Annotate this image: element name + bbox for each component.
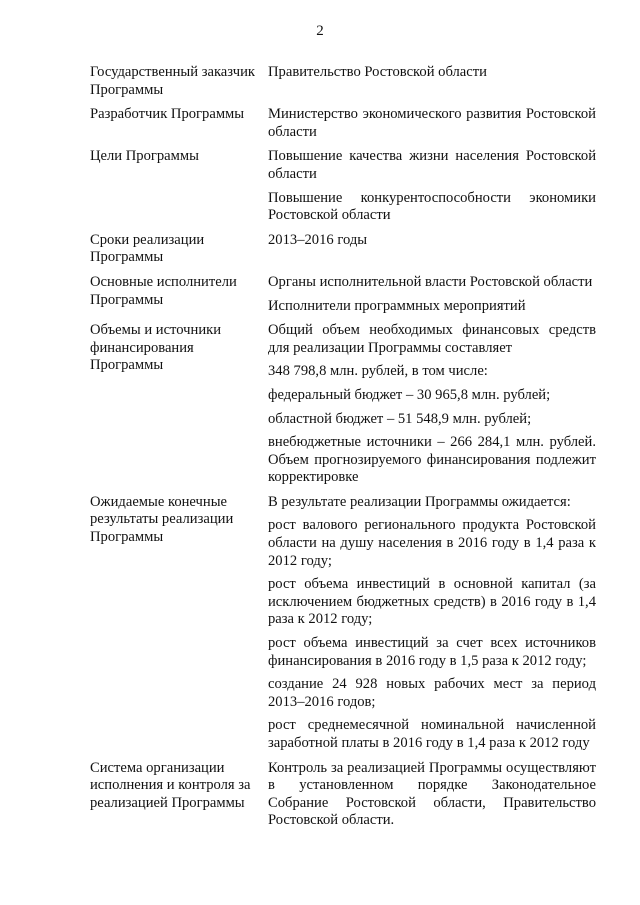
- passport-row-expected-results: [90, 494, 596, 753]
- row-paragraph: внебюджетные источники – 266 284,1 млн. рублей. Объем прогнозируемого финансирования подлежит корректировке: [268, 434, 596, 486]
- row-paragraph: создание 24 928 новых рабочих мест за период 2013–2016 годов;: [268, 676, 596, 710]
- row-paragraph: Повышение конкурентоспособности экономики Ростовской области: [268, 189, 596, 224]
- row-content: [268, 64, 596, 99]
- passport-row-goals: [90, 148, 596, 224]
- page-number: 2: [316, 23, 324, 39]
- row-paragraph: федеральный бюджет – 30 965,8 млн. рублей;: [268, 386, 551, 403]
- row-paragraph: областной бюджет – 51 548,9 млн. рублей;: [268, 410, 532, 427]
- row-paragraph: рост среднемесячной номинальной начисленной заработной платы в 2016 году в 1,4 раза к 2012 году: [268, 717, 596, 751]
- row-label: Объемы и источники финансирования Программы: [90, 322, 222, 374]
- row-content: [268, 274, 596, 315]
- row-paragraph: Повышение качества жизни населения Ростовской области: [268, 148, 596, 182]
- row-paragraph: рост валового регионального продукта Ростовской области на душу населения в 2016 году в 1,4 раза к 2012 году;: [268, 517, 596, 569]
- row-paragraph: 348 798,8 млн. рублей, в том числе:: [268, 363, 488, 380]
- row-label: Основные исполнители Программы: [90, 273, 237, 308]
- row-paragraph: Исполнители программных мероприятий: [268, 297, 526, 314]
- passport-row-funding: [90, 322, 596, 487]
- row-paragraph: 2013–2016 годы: [268, 231, 368, 248]
- row-content: [268, 148, 596, 224]
- row-content: [268, 322, 596, 487]
- row-label: Сроки реализации Программы: [90, 231, 205, 266]
- row-paragraph: Контроль за реализацией Программы осуществляют в установленном порядке Законодательное Собрание Ростовской области, Правительство Ростовской области.: [268, 759, 596, 829]
- row-label: Система организации исполнения и контроля за реализацией Программы: [90, 759, 251, 811]
- row-content: [268, 232, 596, 267]
- row-label: Государственный заказчик Программы: [90, 64, 255, 98]
- row-label: Разработчик Программы: [90, 106, 245, 123]
- row-paragraph: Министерство экономического развития Ростовской области: [268, 106, 596, 140]
- row-label: Цели Программы: [90, 148, 199, 165]
- row-content: [268, 760, 596, 830]
- passport-row-terms: [90, 232, 596, 267]
- row-paragraph: рост объема инвестиций в основной капитал (за исключением бюджетных средств) в 2016 году в 1,4 раза к 2012 году;: [268, 576, 596, 628]
- row-paragraph: В результате реализации Программы ожидается:: [268, 493, 571, 510]
- passport-row-customer: [90, 64, 596, 99]
- row-paragraph: рост объема инвестиций за счет всех источников финансирования в 2016 году в 1,5 раза к 2012 году;: [268, 635, 596, 669]
- row-paragraph: Органы исполнительной власти Ростовской области: [268, 273, 593, 290]
- passport-row-control-system: [90, 760, 596, 830]
- row-content: [268, 494, 596, 753]
- row-content: [268, 106, 596, 141]
- row-label: Ожидаемые конечные результаты реализации Программы: [90, 493, 234, 546]
- row-paragraph: Правительство Ростовской области: [268, 64, 487, 80]
- row-paragraph: Общий объем необходимых финансовых средств для реализации Программы составляет: [268, 322, 596, 356]
- program-passport-table: [90, 64, 596, 837]
- passport-row-executors: [90, 274, 596, 315]
- passport-row-developer: [90, 106, 596, 141]
